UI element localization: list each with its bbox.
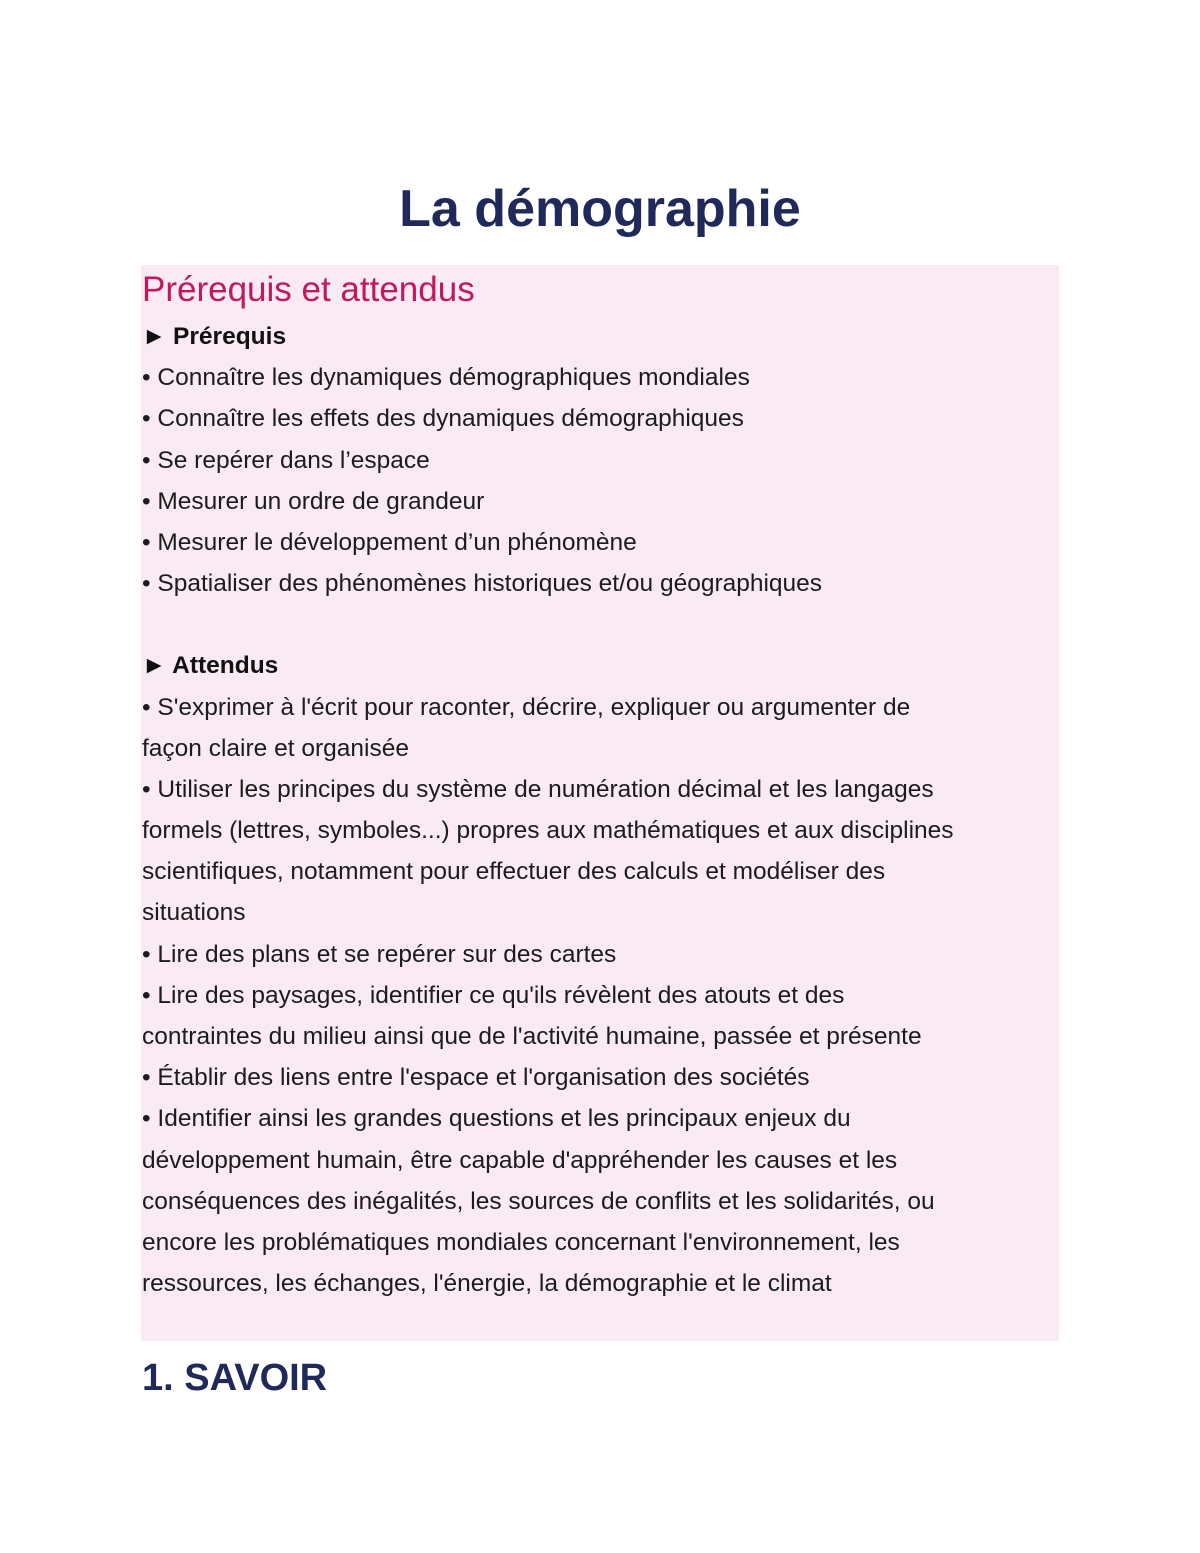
attendus-line: • S'exprimer à l'écrit pour raconter, décrire, expliquer ou argumenter de xyxy=(142,694,911,721)
prerequisites-heading: Prérequis et attendus xyxy=(142,270,475,309)
attendus-line: contraintes du milieu ainsi que de l'activité humaine, passée et présente xyxy=(142,1023,922,1050)
attendus-line: • Lire des plans et se repérer sur des cartes xyxy=(142,941,617,968)
prerequis-item: • Connaître les effets des dynamiques démographiques xyxy=(142,405,744,432)
attendus-line: • Établir des liens entre l'espace et l'organisation des sociétés xyxy=(142,1064,810,1091)
attendus-line: encore les problématiques mondiales concernant l'environnement, les xyxy=(142,1229,900,1256)
attendus-line: • Utiliser les principes du système de numération décimal et les langages xyxy=(142,776,934,803)
prerequis-item: • Connaître les dynamiques démographiques mondiales xyxy=(142,364,750,391)
attendus-line: • Lire des paysages, identifier ce qu'ils révèlent des atouts et des xyxy=(142,982,845,1009)
prerequis-subheading: ► Prérequis xyxy=(142,323,287,350)
prerequis-item: • Mesurer un ordre de grandeur xyxy=(142,488,485,515)
attendus-line: ressources, les échanges, l'énergie, la démographie et le climat xyxy=(142,1270,832,1297)
attendus-line: situations xyxy=(142,899,246,926)
attendus-line: • Identifier ainsi les grandes questions et les principaux enjeux du xyxy=(142,1105,851,1132)
prerequis-item: • Spatialiser des phénomènes historiques et/ou géographiques xyxy=(142,570,823,597)
attendus-line: façon claire et organisée xyxy=(142,735,409,762)
page-title: La démographie xyxy=(399,180,801,238)
attendus-line: conséquences des inégalités, les sources de conflits et les solidarités, ou xyxy=(142,1188,935,1215)
attendus-line: développement humain, être capable d'appréhender les causes et les xyxy=(142,1147,898,1174)
attendus-line: scientifiques, notamment pour effectuer des calculs et modéliser des xyxy=(142,858,886,885)
section-title: 1. SAVOIR xyxy=(142,1357,328,1399)
attendus-subheading: ► Attendus xyxy=(142,652,279,679)
attendus-line: formels (lettres, symboles...) propres aux mathématiques et aux disciplines xyxy=(142,817,954,844)
prerequis-item: • Mesurer le développement d’un phénomène xyxy=(142,529,637,556)
prerequis-item: • Se repérer dans l’espace xyxy=(142,447,430,474)
